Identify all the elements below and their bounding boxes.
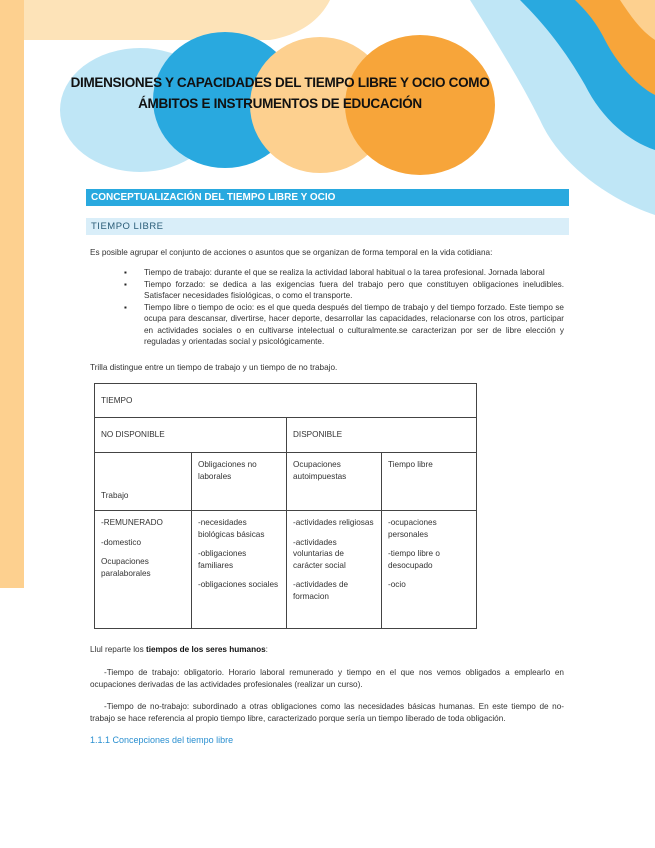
cell-line: -ocupaciones personales [388, 518, 437, 539]
title-line-1: DIMENSIONES Y CAPACIDADES DEL TIEMPO LIBRE Y OCIO COMO [70, 75, 490, 90]
trilla-paragraph: Trilla distingue entre un tiempo de trabajo y un tiempo de no trabajo. [90, 363, 338, 372]
tiempo-table [94, 383, 477, 629]
list-item: ▪ Tiempo libre o tiempo de ocio: es el que queda después del tiempo de trabajo y del tiempo forzado. Este tiempo se ocupa para descansar, divertirse, hacer deporte, desarrollar las capacidades, relacionarse con los otros, participar en actividades sociales o en cultivarse intelectual o culturalmente.se caracterizan por ser de libre elección y reguladas y orientadas social y psicológicamente. [124, 302, 564, 348]
cell-line: -REMUNERADO [101, 518, 163, 527]
table-cell-trabajo [95, 511, 192, 629]
llul-bold: tiempos de los seres humanos [145, 645, 266, 654]
table-col-obligaciones: Obligaciones no laborales [192, 453, 287, 511]
table-col-ocupaciones: Ocupaciones autoimpuestas [287, 453, 382, 511]
cell-line: -actividades religiosas [293, 518, 374, 527]
tiempo-no-trabajo-paragraph: -Tiempo de no-trabajo: subordinado a otras obligaciones como las necesidades básicas humanas. En este tiempo de no-trabajo se hace referencia al propio tiempo libre, caracterizado porque sería un tiempo liberado de toda obligación. [90, 702, 564, 723]
cell-line: -tiempo libre o desocupado [388, 549, 440, 570]
cell-line: -actividades voluntarias de carácter social [293, 537, 346, 570]
table-col-tiempo-libre: Tiempo libre [382, 453, 477, 511]
cell-line: -obligaciones familiares [198, 549, 247, 570]
llul-suffix: : [265, 645, 268, 654]
list-item: ▪ Tiempo de trabajo: durante el que se realiza la actividad laboral habitual o la tarea profesional. Jornada laboral [124, 267, 564, 279]
table-col-trabajo: Trabajo [95, 453, 192, 511]
cell-line: -actividades de formacion [293, 580, 349, 601]
table-cell-ocupaciones [287, 511, 382, 629]
bullet-list [124, 267, 564, 348]
subsection-heading: TIEMPO LIBRE [86, 218, 569, 235]
cell-line: -ocio [388, 580, 406, 589]
document-title [70, 72, 490, 114]
cell-line: -domestico [101, 537, 142, 547]
tiempo-trabajo-paragraph: -Tiempo de trabajo: obligatorio. Horario laboral remunerado y tiempo en el que nos vemos obligados a emplearlo en ocupaciones derivadas de las actividades profesionales (realizar un curso). [90, 668, 564, 689]
table-header-tiempo: TIEMPO [95, 384, 477, 418]
llul-paragraph [90, 644, 560, 656]
list-item: ▪ Tiempo forzado: se dedica a las exigencias fuera del trabajo pero que constituyen obligaciones ineludibles. Satisfacer necesidades fisiológicas, o como el transporte. [124, 279, 564, 302]
intro-paragraph: Es posible agrupar el conjunto de acciones o asuntos que se organizan de forma temporal en la vida cotidiana: [90, 248, 493, 257]
table-cell-obligaciones [192, 511, 287, 629]
concepciones-heading[interactable]: 1.1.1 Concepciones del tiempo libre [90, 735, 234, 745]
cell-line: Ocupaciones paralaborales [101, 557, 151, 578]
left-accent-bar [0, 0, 24, 588]
title-line-2: ÁMBITOS E INSTRUMENTOS DE EDUCACIÓN [138, 96, 422, 111]
cell-line: -obligaciones sociales [198, 580, 279, 589]
section-heading: CONCEPTUALIZACIÓN DEL TIEMPO LIBRE Y OCIO [86, 189, 569, 206]
table-disponible: DISPONIBLE [287, 418, 477, 453]
table-no-disponible: NO DISPONIBLE [95, 418, 287, 453]
table-cell-tiempo-libre [382, 511, 477, 629]
cell-line: -necesidades biológicas básicas [198, 518, 265, 539]
llul-prefix: Llul reparte los [90, 645, 146, 654]
